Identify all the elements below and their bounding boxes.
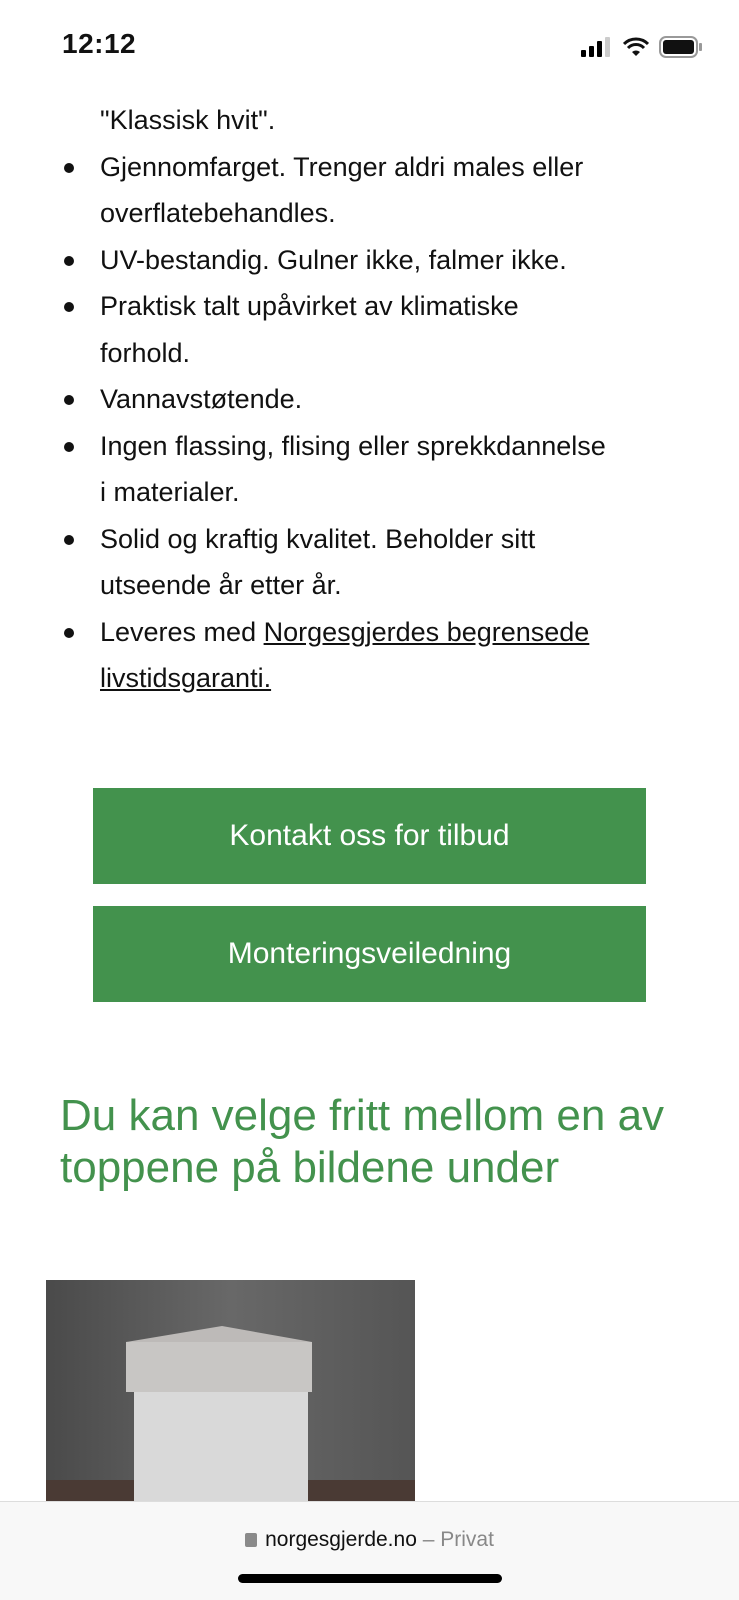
feature-text: forhold. [100,337,191,368]
url-domain: norgesgjerde.no [265,1528,417,1551]
feature-item [0,144,739,191]
feature-item [0,376,739,423]
installation-guide-button[interactable]: Monteringsveiledning [93,906,646,1002]
bullet-icon [64,163,74,173]
feature-item [0,190,739,237]
feature-item [0,562,739,609]
feature-text: Leveres med [100,616,264,647]
bullet-icon [64,442,74,452]
bullet-icon [64,628,74,638]
feature-text: "Klassisk hvit". [100,105,276,135]
feature-item [0,516,739,563]
feature-text: Praktisk talt upåvirket av klimatiske [100,291,519,321]
browser-bar [0,1501,739,1600]
home-indicator[interactable] [238,1574,502,1583]
feature-text: Ingen flassing, flising eller sprekkdannelse [100,430,606,461]
feature-text: Gjennomfarget. Trenger aldri males eller [100,151,584,182]
lock-icon [245,1533,257,1547]
feature-item [0,469,739,516]
status-bar [0,0,739,92]
bullet-icon [64,302,74,312]
feature-list [0,97,739,702]
wifi-icon [623,37,649,57]
warranty-link[interactable]: livstidsgaranti. [100,663,272,693]
feature-item-warranty-cont [0,655,739,702]
feature-item [0,423,739,470]
feature-text: Vannavstøtende. [100,384,303,414]
signal-icon [581,37,613,57]
warranty-link[interactable]: Norgesgjerdes begrensede [263,616,590,647]
feature-text: utseende år etter år. [100,570,342,600]
feature-item [0,283,739,330]
feature-item [0,237,739,284]
feature-text: i materialer. [100,477,240,507]
feature-item-warranty [0,609,739,656]
feature-text: overflatebehandles. [100,198,336,228]
post-cap-illustration [46,1280,415,1510]
bullet-icon [64,535,74,545]
private-label: – Privat [416,1528,494,1551]
section-heading: Du kan velge fritt mellom en av toppene på bildene under [60,1091,665,1192]
address-bar[interactable] [0,1528,739,1552]
feature-item [0,97,739,144]
bullet-icon [64,395,74,405]
bullet-icon [64,256,74,266]
status-time: 12:12 [62,28,137,59]
battery-icon [659,36,703,58]
feature-text: UV-bestandig. Gulner ikke, falmer ikke. [100,244,567,275]
post-cap-image[interactable] [46,1280,415,1510]
contact-button[interactable]: Kontakt oss for tilbud [93,788,646,884]
feature-item [0,330,739,377]
feature-text: Solid og kraftig kvalitet. Beholder sitt [100,523,536,554]
